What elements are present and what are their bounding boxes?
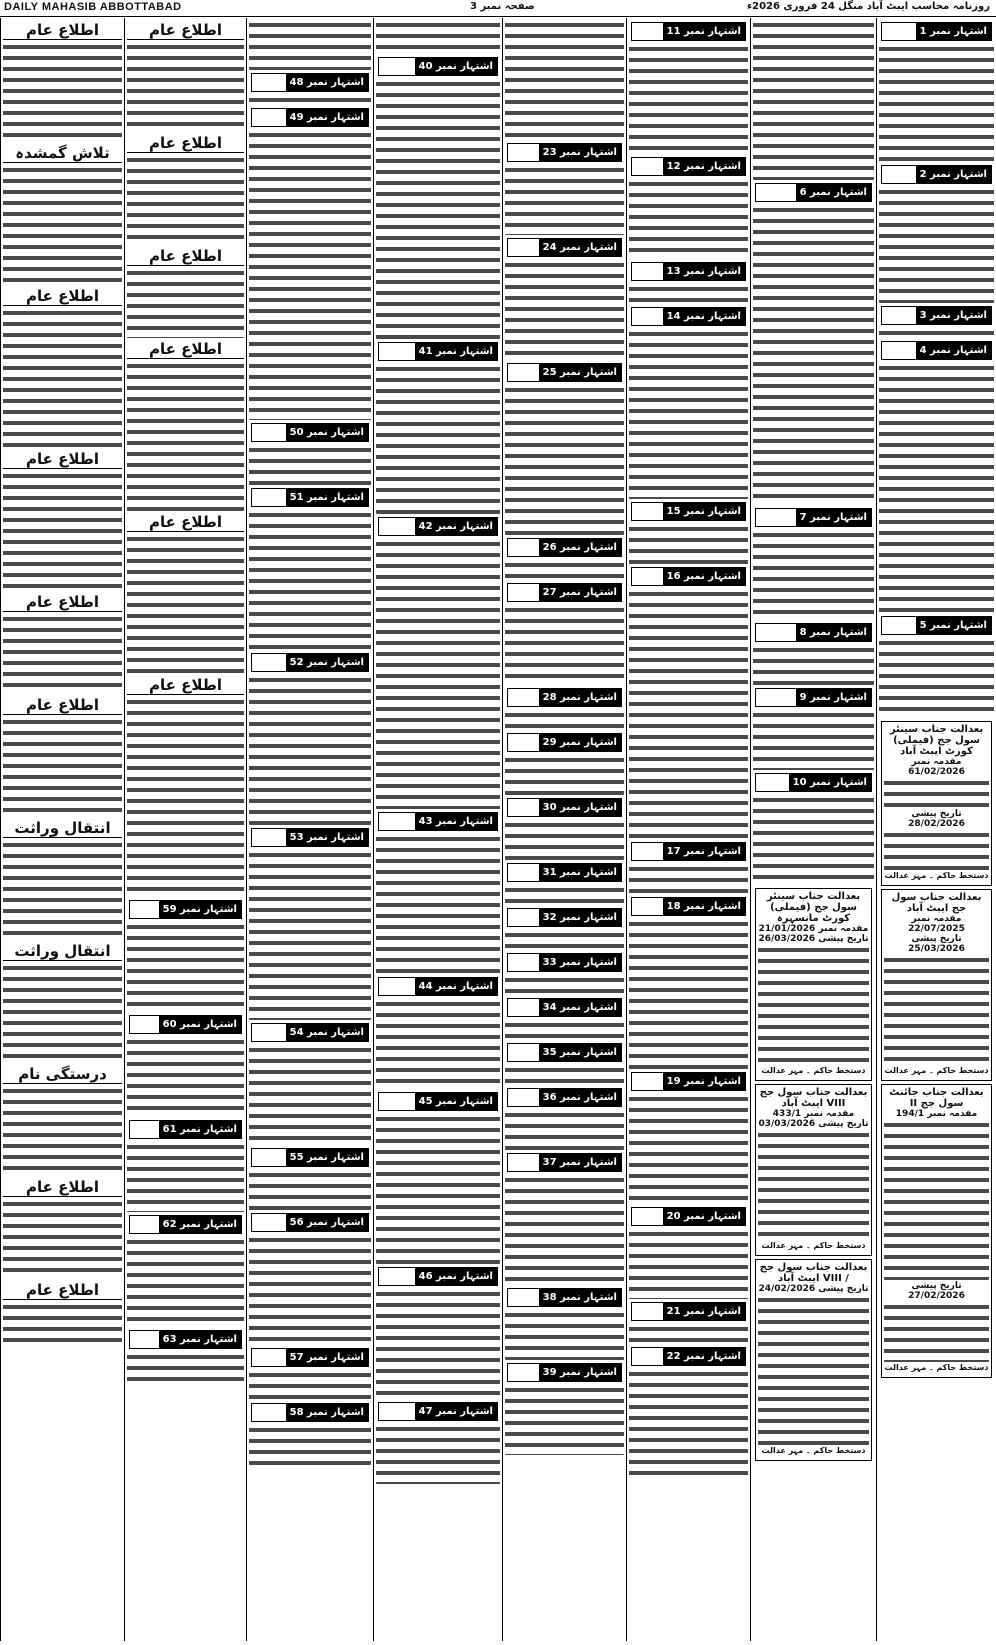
ad-header: اشتہار نمبر 36: [507, 1088, 622, 1107]
ad-text: [879, 638, 994, 718]
column-6: [246, 18, 373, 1641]
ad-header: اشتہار نمبر 21: [631, 1302, 746, 1321]
ad-header: اشتہار نمبر 4: [881, 341, 992, 360]
ad-header: اشتہار نمبر 60: [129, 1015, 242, 1034]
ad-header: اشتہار نمبر 19: [631, 1072, 746, 1091]
ad-header: اشتہار نمبر 13: [631, 262, 746, 281]
ad-header: اشتہار نمبر 52: [251, 653, 369, 672]
masthead: [0, 0, 996, 17]
ad-text: [753, 20, 874, 180]
notice-heading: اطلاع عام: [3, 593, 122, 612]
ad-text: [879, 44, 994, 162]
ad-header: اشتہار نمبر 46: [378, 1267, 498, 1286]
column-8: [0, 18, 124, 1641]
ad-header: اشتہار نمبر 61: [129, 1120, 242, 1139]
ad-header: اشتہار نمبر 27: [507, 583, 622, 602]
notice-heading: درستگی نام: [3, 1065, 122, 1084]
ad-header: اشتہار نمبر 39: [507, 1363, 622, 1382]
column-1: [876, 18, 996, 1641]
ad-header: اشتہار نمبر 17: [631, 842, 746, 861]
ad-header: اشتہار نمبر 11: [631, 22, 746, 41]
ad-header: اشتہار نمبر 32: [507, 908, 622, 927]
ad-header: اشتہار نمبر 7: [755, 508, 872, 527]
notice-heading: اطلاع عام: [3, 287, 122, 306]
ad-header: اشتہار نمبر 43: [378, 812, 498, 831]
ad-text: [879, 187, 994, 303]
notice-heading: اطلاع عام: [127, 340, 244, 359]
ad-header: اشتہار نمبر 3: [881, 306, 992, 325]
ad-header: اشتہار نمبر 42: [378, 517, 498, 536]
ad-header: اشتہار نمبر 33: [507, 953, 622, 972]
ad-text: [753, 205, 874, 505]
ad-header: اشتہار نمبر 20: [631, 1207, 746, 1226]
ad-text: [753, 795, 874, 885]
ad-header: اشتہار نمبر 10: [755, 773, 872, 792]
ad-text: [753, 530, 874, 620]
ad-header: اشتہار نمبر 55: [251, 1148, 369, 1167]
ad-header: اشتہار نمبر 24: [507, 238, 622, 257]
column-4: [502, 18, 626, 1641]
notice-heading: اطلاع عام: [127, 21, 244, 40]
notice-heading: اطلاع عام: [127, 676, 244, 695]
ad-header: اشتہار نمبر 35: [507, 1043, 622, 1062]
ad-header: اشتہار نمبر 18: [631, 897, 746, 916]
ad-header: اشتہار نمبر 29: [507, 733, 622, 752]
notice-heading: اطلاع عام: [3, 1281, 122, 1300]
ad-header: اشتہار نمبر 6: [755, 183, 872, 202]
column-2: [750, 18, 876, 1641]
ad-header: اشتہار نمبر 56: [251, 1213, 369, 1232]
ad-header: اشتہار نمبر 5: [881, 616, 992, 635]
ad-header: اشتہار نمبر 30: [507, 798, 622, 817]
court-notice: بعدالت جناب سینئر سول جج (فیملی) کورٹ مانسہرہ مقدمہ نمبر 21/01/2026 تاریخ پیشی 26/03/2026 دستخط حاکم ۔ مہر عدالت: [755, 888, 872, 1081]
ad-header: اشتہار نمبر 26: [507, 538, 622, 557]
notice-heading: اطلاع عام: [3, 696, 122, 715]
ad-header: اشتہار نمبر 22: [631, 1347, 746, 1366]
notice-heading: اطلاع عام: [3, 21, 122, 40]
ad-text: [753, 710, 874, 770]
page-number: صفحہ نمبر 3: [470, 1, 535, 12]
ad-header: اشتہار نمبر 44: [378, 977, 498, 996]
ad-header: اشتہار نمبر 51: [251, 488, 369, 507]
ad-header: اشتہار نمبر 41: [378, 342, 498, 361]
notice-heading: اطلاع عام: [127, 134, 244, 153]
column-3: [626, 18, 750, 1641]
ad-header: اشتہار نمبر 53: [251, 828, 369, 847]
ad-header: اشتہار نمبر 48: [251, 73, 369, 92]
ad-header: اشتہار نمبر 28: [507, 688, 622, 707]
court-notice: بعدالت جناب سول جج / VIII ایبٹ آباد تاریخ پیشی 24/02/2026 دستخط حاکم ۔ مہر عدالت: [755, 1259, 872, 1461]
ad-header: اشتہار نمبر 2: [881, 165, 992, 184]
notice-heading: اطلاع عام: [3, 1178, 122, 1197]
ad-header: اشتہار نمبر 63: [129, 1330, 242, 1349]
ad-header: اشتہار نمبر 1: [881, 22, 992, 41]
ad-header: اشتہار نمبر 47: [378, 1402, 498, 1421]
ad-header: اشتہار نمبر 54: [251, 1023, 369, 1042]
ad-header: اشتہار نمبر 15: [631, 502, 746, 521]
ad-header: اشتہار نمبر 8: [755, 623, 872, 642]
notice-heading: انتقال وراثت: [3, 942, 122, 961]
ad-header: اشتہار نمبر 9: [755, 688, 872, 707]
ad-header: اشتہار نمبر 16: [631, 567, 746, 586]
ad-header: اشتہار نمبر 31: [507, 863, 622, 882]
ad-header: اشتہار نمبر 14: [631, 307, 746, 326]
column-7: [124, 18, 246, 1641]
notice-heading: اطلاع عام: [127, 247, 244, 266]
ad-header: اشتہار نمبر 49: [251, 108, 369, 127]
ad-header: اشتہار نمبر 50: [251, 423, 369, 442]
court-notice: بعدالت جناب سول جج ایبٹ آباد مقدمہ نمبر 22/07/2025 تاریخ پیشی 25/03/2026 دستخط حاکم ۔ مہر عدالت: [881, 889, 992, 1081]
issue-date: روزنامہ محاسب ایبٹ آباد منگل 24 فروری 2026ء: [747, 1, 990, 12]
notice-heading: اطلاع عام: [3, 450, 122, 469]
notice-heading: تلاش گمشدہ: [3, 144, 122, 163]
ad-header: اشتہار نمبر 12: [631, 157, 746, 176]
ad-header: اشتہار نمبر 40: [378, 57, 498, 76]
ad-header: اشتہار نمبر 59: [129, 900, 242, 919]
ad-header: اشتہار نمبر 34: [507, 998, 622, 1017]
notice-heading: انتقال وراثت: [3, 819, 122, 838]
ad-header: اشتہار نمبر 38: [507, 1288, 622, 1307]
ad-text: [753, 645, 874, 685]
ad-header: اشتہار نمبر 25: [507, 363, 622, 382]
ad-header: اشتہار نمبر 62: [129, 1215, 242, 1234]
ad-text: [879, 363, 994, 613]
ad-header: اشتہار نمبر 57: [251, 1348, 369, 1367]
ad-text: [879, 328, 994, 338]
ad-header: اشتہار نمبر 58: [251, 1403, 369, 1422]
ad-header: اشتہار نمبر 45: [378, 1092, 498, 1111]
ad-header: اشتہار نمبر 23: [507, 143, 622, 162]
notice-heading: اطلاع عام: [127, 513, 244, 532]
court-notice: بعدالت جناب سینئر سول جج (فیملی) کورٹ ایبٹ آباد مقدمہ نمبر 61/02/2026 تاریخ پیشی 28/02/2026 دستخط حاکم ۔ مہر عدالت: [881, 721, 992, 886]
ad-header: اشتہار نمبر 37: [507, 1153, 622, 1172]
court-notice: بعدالت جناب جائنٹ سول جج II مقدمہ نمبر 194/1 تاریخ پیشی 27/02/2026 دستخط حاکم ۔ مہر عدالت: [881, 1084, 992, 1378]
column-5: [373, 18, 502, 1641]
paper-name: DAILY MAHASIB ABBOTTABAD: [4, 1, 182, 13]
court-notice: بعدالت جناب سول جج VIII ایبٹ آباد مقدمہ نمبر 433/1 تاریخ پیشی 03/03/2026 دستخط حاکم ۔ مہر عدالت: [755, 1084, 872, 1256]
